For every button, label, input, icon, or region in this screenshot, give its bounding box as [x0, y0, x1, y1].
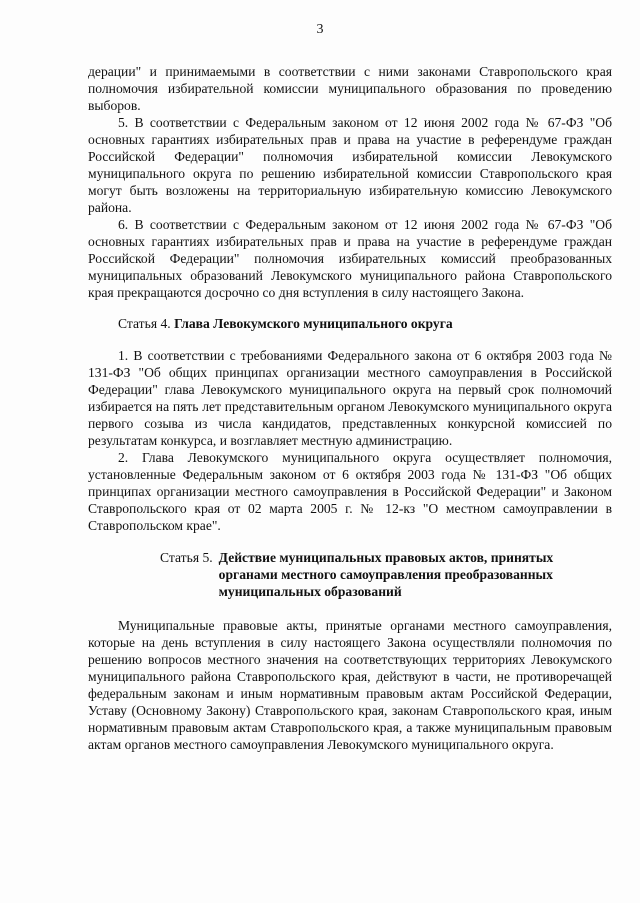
article-5-label: Статья 5.: [160, 550, 213, 565]
article-5-paragraph-1: Муниципальные правовые акты, принятые органами местного самоуправления, которые на день вступления в силу настоящего Закона осуществляли полномочия по решению вопросов местного значения на соответствующих территориях Левокумского муниципального района Ставропольского края, действуют в части, не противоречащей федеральным законам и иным нормативным правовым актам Российской Федерации, Уставу (Основному Закону) Ставропольского края, законам Ставропольского края, иным нормативным правовым актам Ставропольского края, а также муниципальным правовым актам органов местного самоуправления Левокумского муниципального округа.: [88, 618, 612, 752]
page-number: 3: [316, 22, 324, 37]
paragraph-item-5: 5. В соответствии с Федеральным законом от 12 июня 2002 года № 67-ФЗ "Об основных гарантиях избирательных прав и права на участие в референдуме граждан Российской Федерации" полномочия избирательной комиссии Левокумского муниципального округа по решению избирательной комиссии Ставропольского края могут быть возложены на территориальную избирательную комиссию Левокумского района.: [88, 115, 612, 215]
document-body: [88, 63, 612, 753]
article-5-heading: [160, 549, 600, 600]
article-4-paragraph-1: 1. В соответствии с требованиями Федерального закона от 6 октября 2003 года № 131-ФЗ "Об общих принципах организации местного самоуправления в Российской Федерации" глава Левокумского муниципального округа на первый срок полномочий избирается на пять лет представительным органом Левокумского муниципального округа первого созыва из числа кандидатов, представленных конкурсной комиссией по результатам конкурса, и возглавляет местную администрацию.: [88, 348, 612, 448]
article-4-label: Статья 4.: [118, 316, 171, 331]
article-4-paragraph-2: 2. Глава Левокумского муниципального округа осуществляет полномочия, установленные Федеральным законом от 6 октября 2003 года № 131-ФЗ "Об общих принципах организации местного самоуправления в Российской Федерации" и Законом Ставропольского края от 02 марта 2005 г. № 12-кз "О местном самоуправлении в Ставропольском крае".: [88, 450, 612, 533]
paragraph-item-6: 6. В соответствии с Федеральным законом от 12 июня 2002 года № 67-ФЗ "Об основных гарантиях избирательных прав и права на участие в референдуме граждан Российской Федерации" полномочия избирательных комиссий преобразованных муниципальных образований Левокумского муниципального района Ставропольского края прекращаются досрочно со дня вступления в силу настоящего Закона.: [88, 217, 612, 300]
article-4-title: Глава Левокумского муниципального округа: [174, 316, 453, 331]
article-5-title: Действие муниципальных правовых актов, принятых органами местного самоуправления преобразованных муниципальных образований: [218, 550, 554, 599]
paragraph-continuation: дерации" и принимаемыми в соответствии с ними законами Ставропольского края полномочия избирательной комиссии муниципального образования по проведению выборов.: [88, 64, 612, 113]
article-4-heading: [88, 315, 612, 332]
